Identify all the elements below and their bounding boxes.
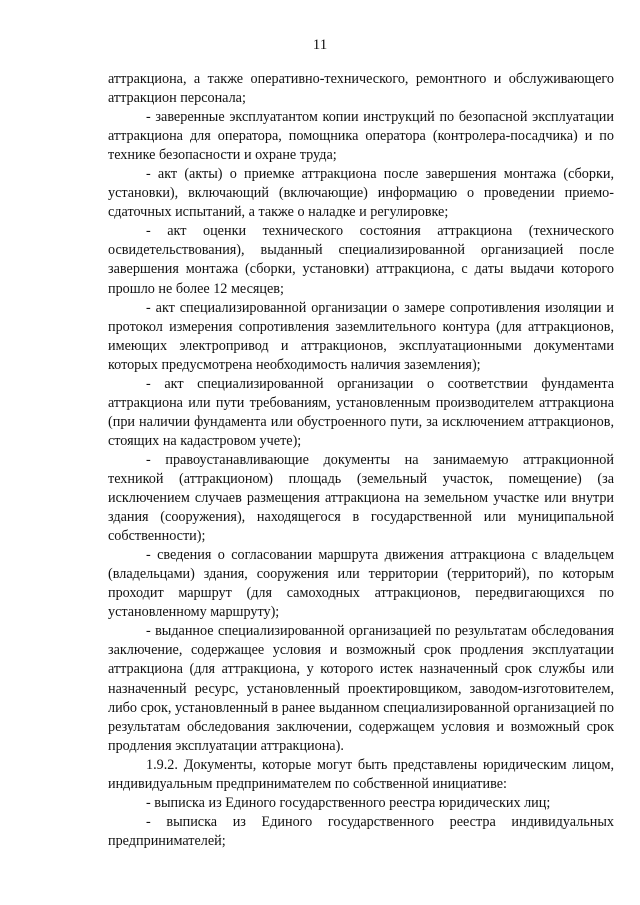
list-item-title-documents: - правоустанавливающие документы на занимаемую аттракционной техникой (аттракционом) площадь (земельный участок, помещение) (за исключением случаев размещения аттракциона на земельном участке или внутри здания (сооружения), находящегося в государственной или муниципальной собственности); — [108, 451, 614, 545]
list-item-instructions-copies: - заверенные эксплуатантом копии инструкций по безопасной эксплуатации аттракциона для оператора, помощника оператора (контролера-посадчика) и по технике безопасности и охране труда; — [108, 109, 614, 164]
list-item-technical-state-act: - акт оценки технического состояния аттракциона (технического освидетельствования), выданный специализированной организацией после завершения монтажа (сборки, установки) аттракциона, с даты выдачи которого прошло не более 12 месяцев; — [108, 223, 614, 297]
list-item-route-approval: - сведения о согласовании маршрута движения аттракциона с владельцем (владельцами) здания, сооружения или территории (территорий), по которым проходит маршрут (для самоходных аттракционов, передвигающихся по установленному маршруту); — [108, 547, 614, 621]
list-item-egrul-extract: - выписка из Единого государственного реестра юридических лиц; — [146, 794, 551, 811]
list-item-insulation-act: - акт специализированной организации о замере сопротивления изоляции и протокол измерения сопротивления заземлительного контура (для аттракционов, имеющих электропривод и аттракционов, эксплуатационными документами которых предусмотрена необходимость наличия заземления); — [108, 299, 614, 373]
list-item-foundation-act: - акт специализированной организации о соответствии фундамента аттракциона или пути требованиям, установленным производителем аттракциона (при наличии фундамента или обустроенного пути, за исключением аттракционов, стоящих на кадастровом учете); — [108, 375, 614, 449]
page-number: 11 — [312, 37, 328, 53]
paragraph-continuation: аттракциона, а также оперативно-технического, ремонтного и обслуживающего аттракцион персонала; — [108, 71, 614, 107]
section-1-9-2-heading: 1.9.2. Документы, которые могут быть представлены юридическим лицом, индивидуальным предпринимателем по собственной инициативе: — [108, 756, 614, 792]
list-item-egrip-extract: - выписка из Единого государственного реестра индивидуальных предпринимателей; — [108, 813, 614, 849]
list-item-extension-conclusion: - выданное специализированной организацией по результатам обследования заключение, содержащее условия и возможный срок продления эксплуатации аттракциона (для аттракциона, у которого истек назначенный срок службы или назначенный ресурс, установленный проектировщиком, заводом-изготовителем, либо срок, установленный в ранее выданном специализированной организацией по результатам обследования заключении, содержащем условия и возможный срок продления эксплуатации аттракциона). — [108, 623, 614, 754]
document-body — [108, 70, 614, 851]
list-item-acceptance-act: - акт (акты) о приемке аттракциона после завершения монтажа (сборки, установки), включающий (включающие) информацию о проведении приемо-сдаточных испытаний, а также о наладке и регулировке; — [108, 166, 614, 221]
